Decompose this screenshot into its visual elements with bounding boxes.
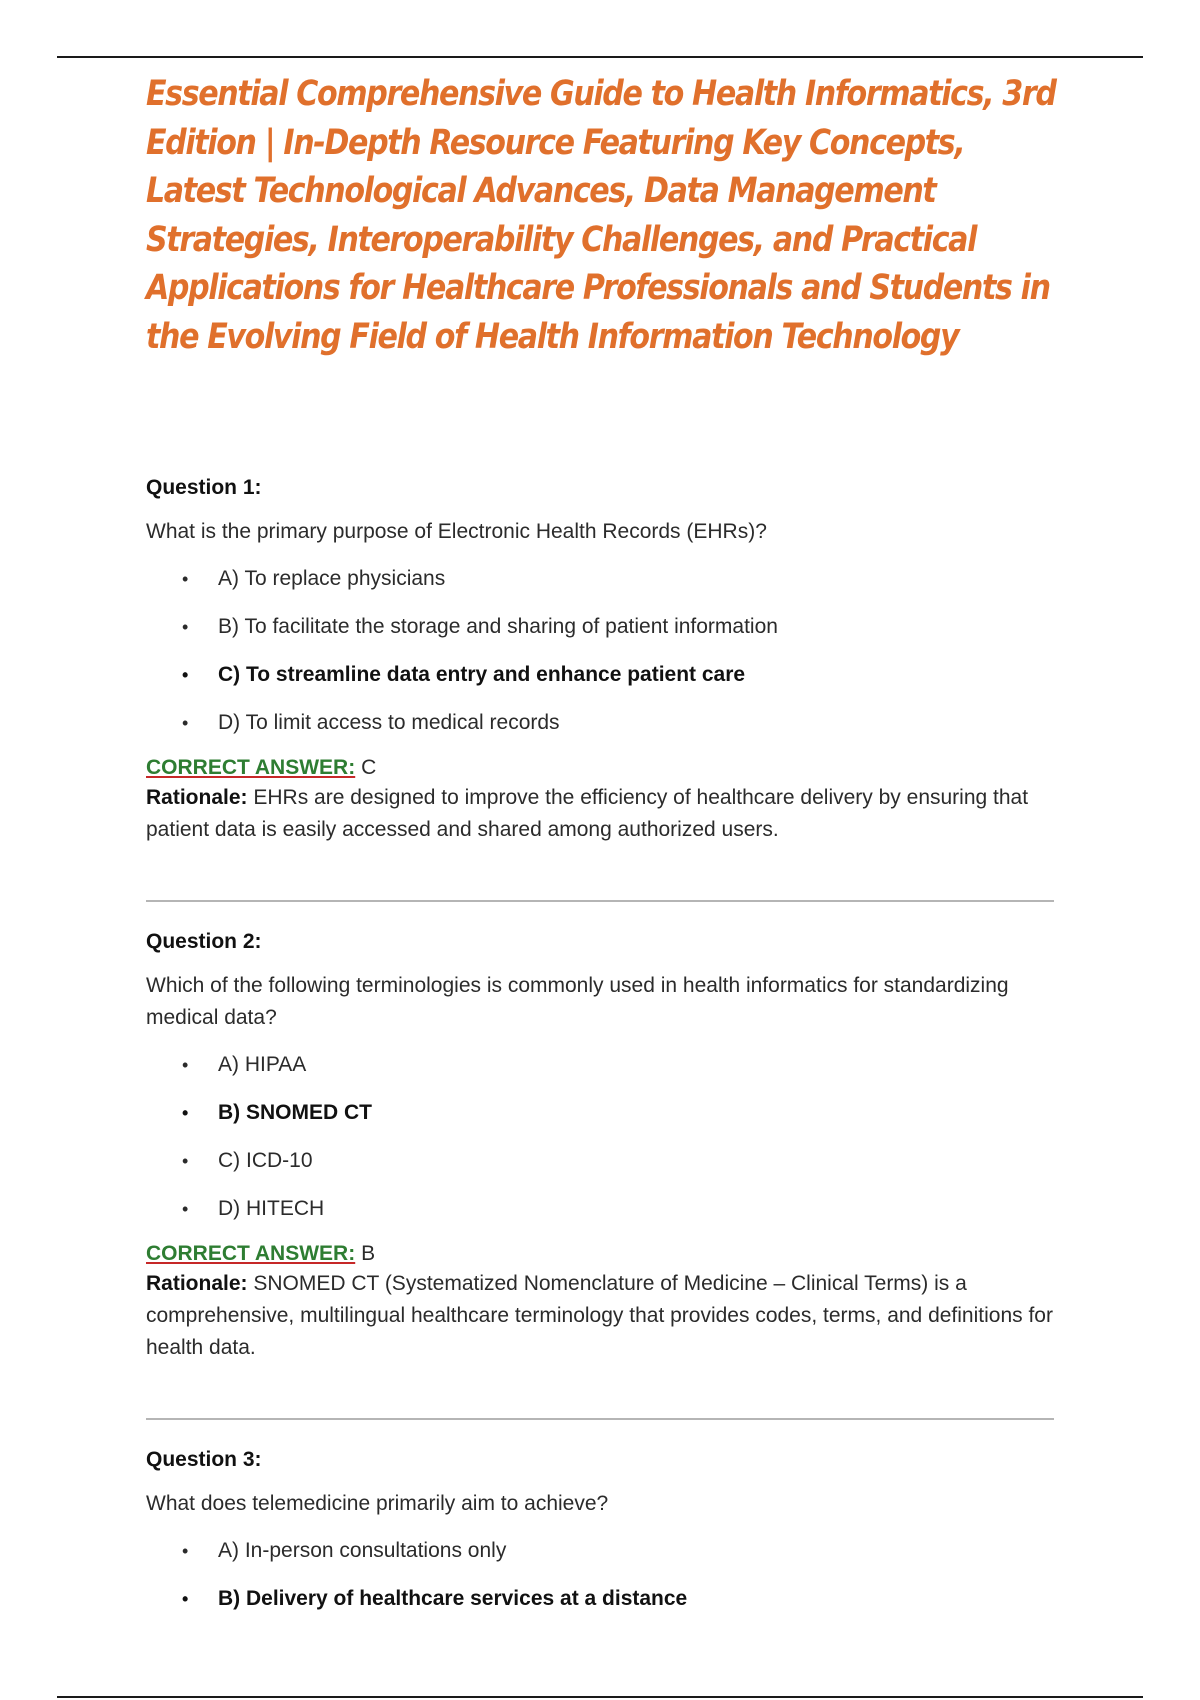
options-list xyxy=(146,1052,1056,1244)
options-list xyxy=(146,1538,1056,1634)
bullet: • xyxy=(182,1589,189,1609)
document-title: Essential Comprehensive Guide to Health Informatics, 3rd Edition | In-Depth Resource Featuring Key Concepts, Latest Technological Advances, Data Management Strategies, Interoperability Challenges, and Practical Applications for Healthcare Professionals and Students in the Evolving Field of Health Information Technology xyxy=(146,74,1056,357)
option-d xyxy=(146,710,1056,758)
bullet: • xyxy=(182,1055,189,1075)
option-label: B) To facilitate the storage and sharing of patient information xyxy=(218,615,778,638)
question-text: Which of the following terminologies is commonly used in health informatics for standardizing medical data? xyxy=(146,974,1009,1029)
option-b xyxy=(146,1586,1056,1634)
question-1 xyxy=(146,476,1056,846)
option-label: B) SNOMED CT xyxy=(218,1101,372,1124)
option-label: B) Delivery of healthcare services at a distance xyxy=(218,1587,688,1610)
bullet: • xyxy=(182,617,189,637)
option-label: A) HIPAA xyxy=(218,1053,307,1076)
rationale-label: Rationale: xyxy=(146,1272,248,1295)
options-list xyxy=(146,566,1056,758)
bullet: • xyxy=(182,569,189,589)
top-rule xyxy=(57,56,1143,58)
option-a xyxy=(146,566,1056,614)
question-heading: Question 2: xyxy=(146,930,262,953)
option-c xyxy=(146,1148,1056,1196)
bullet: • xyxy=(182,1103,189,1123)
question-text: What does telemedicine primarily aim to achieve? xyxy=(146,1492,609,1515)
option-label: A) In-person consultations only xyxy=(218,1539,507,1562)
correct-answer-value: C xyxy=(361,756,377,779)
option-a xyxy=(146,1538,1056,1586)
correct-answer-label: CORRECT ANSWER: xyxy=(146,1242,356,1265)
option-label: C) ICD-10 xyxy=(218,1149,313,1172)
correct-answer-label: CORRECT ANSWER: xyxy=(146,756,356,779)
option-label: D) To limit access to medical records xyxy=(218,711,560,734)
question-text: What is the primary purpose of Electronic Health Records (EHRs)? xyxy=(146,520,767,543)
option-b xyxy=(146,614,1056,662)
rationale-text: SNOMED CT (Systematized Nomenclature of Medicine – Clinical Terms) is a comprehensive, multilingual healthcare terminology that provides codes, terms, and definitions for health data. xyxy=(146,1272,1053,1359)
rationale-text: EHRs are designed to improve the efficiency of healthcare delivery by ensuring that patient data is easily accessed and shared among authorized users. xyxy=(146,786,1029,841)
option-label: D) HITECH xyxy=(218,1197,325,1220)
rationale xyxy=(146,1268,1056,1364)
rationale xyxy=(146,782,1056,846)
option-c xyxy=(146,662,1056,710)
option-d xyxy=(146,1196,1056,1244)
bullet: • xyxy=(182,1151,189,1171)
section-divider xyxy=(146,900,1054,902)
rationale-label: Rationale: xyxy=(146,786,248,809)
correct-answer xyxy=(146,1240,1056,1268)
bottom-rule xyxy=(57,1696,1143,1698)
bullet: • xyxy=(182,1541,189,1561)
option-b xyxy=(146,1100,1056,1148)
question-heading: Question 3: xyxy=(146,1448,262,1471)
question-2 xyxy=(146,930,1056,1364)
question-3 xyxy=(146,1448,1056,1634)
option-label: C) To streamline data entry and enhance patient care xyxy=(218,663,746,686)
option-label: A) To replace physicians xyxy=(218,567,446,590)
correct-answer-value: B xyxy=(361,1242,376,1265)
bullet: • xyxy=(182,665,189,685)
question-heading: Question 1: xyxy=(146,476,262,499)
option-a xyxy=(146,1052,1056,1100)
document-body xyxy=(146,70,1056,1634)
bullet: • xyxy=(182,1199,189,1219)
bullet: • xyxy=(182,713,189,733)
section-divider xyxy=(146,1418,1054,1420)
correct-answer xyxy=(146,754,1056,782)
